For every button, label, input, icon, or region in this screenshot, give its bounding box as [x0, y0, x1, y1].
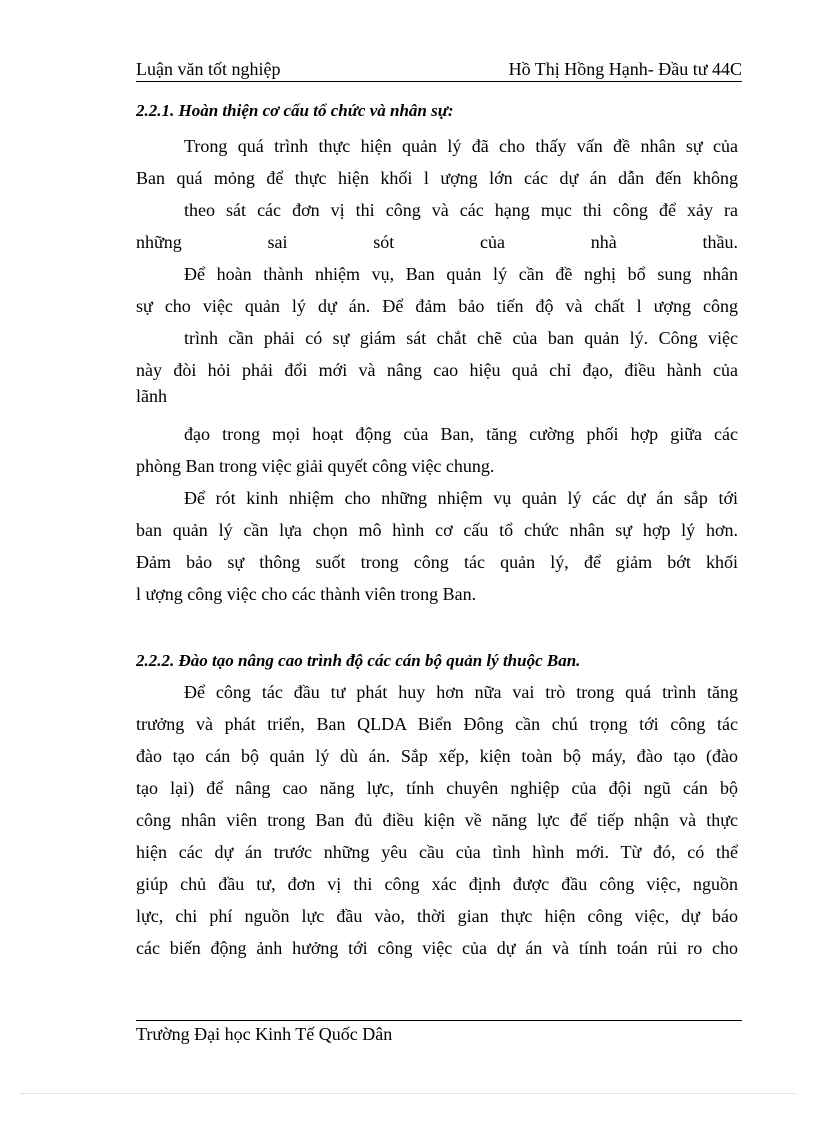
paragraph-line: đào tạo cán bộ quản lý dù án. Sắp xếp, kiện toàn bộ máy, đào tạo (đào	[136, 746, 738, 766]
header-rule	[136, 81, 742, 82]
paragraph-line: đạo trong mọi hoạt động của Ban, tăng cường phối hợp giữa các	[184, 424, 738, 444]
paragraph-line: l ượng công việc cho các thành viên trong Ban.	[136, 584, 477, 604]
paragraph-line: giúp chủ đầu tư, đơn vị thi công xác định được đầu công việc, nguồn	[136, 874, 738, 894]
paragraph-line: Để công tác đầu tư phát huy hơn nữa vai trò trong quá trình tăng	[184, 682, 738, 702]
page-footer: Trường Đại học Kinh Tế Quốc Dân	[136, 1024, 393, 1044]
paragraph-line: Để hoàn thành nhiệm vụ, Ban quản lý cần đề nghị bổ sung nhân	[184, 264, 738, 284]
paragraph-line: tạo lại) để nâng cao năng lực, tính chuyên nghiệp của đội ngũ cán bộ	[136, 778, 738, 798]
paragraph-line: hiện các dự án trước những yêu cầu của tình hình mới. Từ đó, có thể	[136, 842, 738, 862]
section-heading-2-2-2: 2.2.2. Đào tạo nâng cao trình độ các cán bộ quản lý thuộc Ban.	[136, 651, 581, 670]
page-edge	[20, 1093, 796, 1094]
paragraph-line: lãnh	[136, 386, 167, 406]
paragraph-line: các biến động ảnh hưởng tới công việc của dự án và tính toán rủi ro cho	[136, 938, 738, 958]
paragraph-line: trưởng và phát triển, Ban QLDA Biển Đông cần chú trọng tới công tác	[136, 714, 738, 734]
paragraph-line: ban quản lý cần lựa chọn mô hình cơ cấu tổ chức nhân sự hợp lý hơn.	[136, 520, 738, 540]
paragraph-line: công nhân viên trong Ban đủ điều kiện về năng lực để tiếp nhận và thực	[136, 810, 738, 830]
paragraph-line: lực, chi phí nguồn lực đầu vào, thời gian thực hiện công việc, dự báo	[136, 906, 738, 926]
header-left-title: Luận văn tốt nghiệp	[136, 59, 281, 79]
paragraph-line: Trong quá trình thực hiện quản lý đã cho thấy vấn đề nhân sự của	[184, 136, 738, 156]
header-author: Hồ Thị Hồng Hạnh- Đầu tư 44C	[508, 59, 742, 79]
page-header	[136, 57, 742, 81]
paragraph-line: những sai sót của nhà thầu.	[136, 232, 738, 252]
paragraph-line: Đảm bảo sự thông suốt trong công tác quản lý, để giảm bớt khối	[136, 552, 738, 572]
section-heading-2-2-1: 2.2.1. Hoàn thiện cơ cấu tổ chức và nhân sự:	[136, 101, 454, 120]
paragraph-line: Ban quá mỏng để thực hiện khối l ượng lớn các dự án dẫn đến không	[136, 168, 738, 188]
paragraph-line: phòng Ban trong việc giải quyết công việc chung.	[136, 456, 495, 476]
footer-rule	[136, 1020, 742, 1021]
paragraph-line: trình cần phải có sự giám sát chắt chẽ của ban quản lý. Công việc	[184, 328, 738, 348]
paragraph-line: này đòi hỏi phải đổi mới và nâng cao hiệu quả chỉ đạo, điều hành của	[136, 360, 738, 380]
paragraph-line: theo sát các đơn vị thi công và các hạng mục thi công để xảy ra	[184, 200, 738, 220]
paragraph-line: sự cho việc quản lý dự án. Để đảm bảo tiến độ và chất l ượng công	[136, 296, 738, 316]
paragraph-line: Để rót kinh nhiệm cho những nhiệm vụ quản lý các dự án sắp tới	[184, 488, 738, 508]
